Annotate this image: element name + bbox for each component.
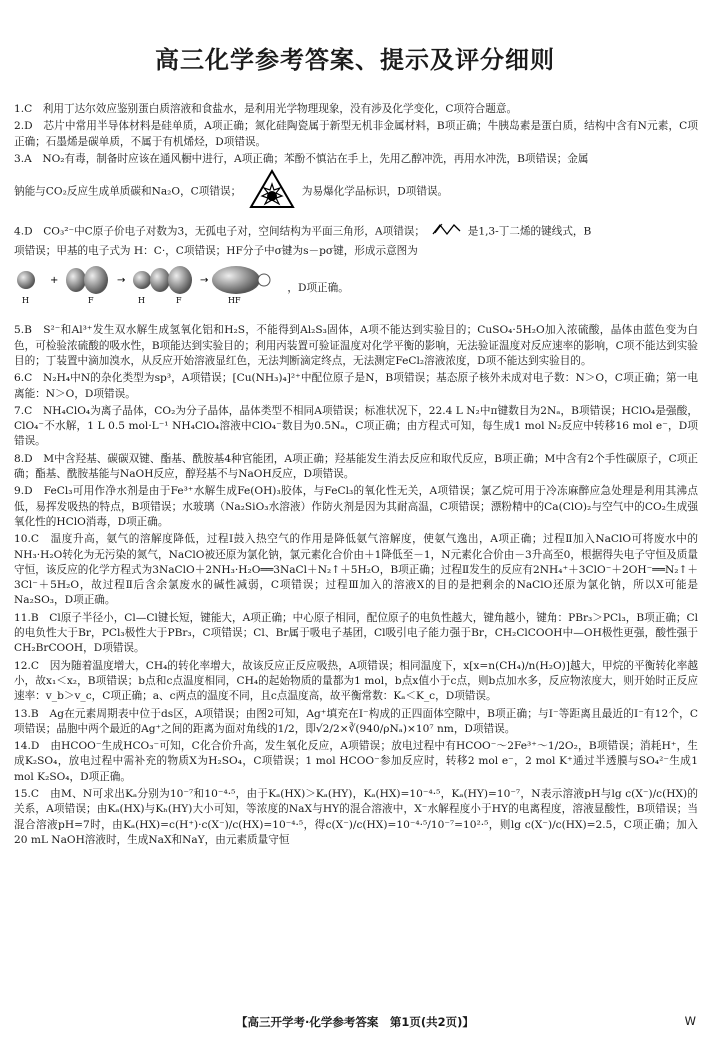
hf-label-f2: F (176, 296, 182, 306)
answer-item-15: 15.C 由M、N可求出Kₐ分别为10⁻⁷和10⁻⁴·⁵，由于Kₐ(HX)＞Kₐ(HY)，Kₐ(HX)=10⁻⁴·⁵，Kₐ(HY)=10⁻⁷，N表示溶液pH与lg c(X⁻)/c(HX)的关系，A项错误；由Kₐ(HX)与Kₕ(HY)大小可知，等浓度的NaX与HY的混合溶液中，X⁻水解程度小于HY的电离程度，溶液显酸性，B项错误；当混合溶液pH=7时，由Kₐ(HX)=c(H⁺)·c(X⁻)/c(HX)=10⁻⁴·⁵，得c(X⁻)/c(HX)=10⁻⁴·⁵/10⁻⁷=10²·⁵，则lg c(X⁻)/c(HX)=2.5，C项正确；加入20 mL NaOH溶液时，生成NaX和NaY，由元素质量守恒 (14, 787, 698, 846)
footer-mark: W (684, 1014, 696, 1028)
answer-item-3: 3.A NO₂有毒，制备时应该在通风橱中进行，A项正确；苯酚不慎沾在手上，先用乙醇冲洗，再用水冲洗，B项错误；金属 (14, 152, 589, 165)
answer-item-7: 7.C NH₄ClO₄为离子晶体，CO₂为分子晶体，晶体类型不相同A项错误；标准状况下，22.4 L N₂中π键数目为2Nₐ，B项错误；HClO₄是强酸，ClO₄⁻不水解，1 L 0.5 mol·L⁻¹ NH₄ClO₄溶液中ClO₄⁻数目为0.5Nₐ，C项正确；由方程式可知，每生成1 mol N₂反应中转移16 mol e⁻，D项错误。 (14, 404, 698, 448)
hf-orbital-figure (14, 264, 284, 311)
answer-item-13: 13.B Ag在元素周期表中位于ds区，A项错误；由图2可知，Ag⁺填充在I⁻构成的正四面体空隙中，B项正确；与I⁻等距离且最近的I⁻有12个，C项错误；晶胞中两个最近的Ag⁺之间的距离为面对角线的1/2，即√2/2×∛(940/ρNₐ)×10⁷ nm，D项错误。 (14, 707, 698, 735)
answer-item-4-end: ，D项正确。 (287, 282, 349, 295)
svg-text:→: → (117, 275, 126, 287)
answer-item-5: 5.B S²⁻和Al³⁺发生双水解生成氢氧化铝和H₂S，不能得到Al₂S₃固体，A项不能达到实验目的；CuSO₄·5H₂O加入浓硫酸，晶体由蓝色变为白色，可检验浓硫酸的吸水性，B项能达到实验目的；利用丙装置可验证温度对化学平衡的影响，无法验证温度对反应速率的影响，C项不能达到实验目的；丁装置中滴加溴水，从反应开始溶液显红色，无法判断滴定终点，无法测定FeCl₂溶液浓度，D项不能达到实验目的。 (14, 324, 698, 367)
explosive-hazard-icon (249, 169, 295, 214)
hf-label-h2: H (138, 296, 145, 306)
answer-item-1: 1.C 利用丁达尔效应鉴别蛋白质溶液和食盐水，是利用光学物理现象，没有涉及化学变化，C项符合题意。 (14, 103, 518, 115)
answer-item-2: 2.D 芯片中常用半导体材料是硅单质，A项正确；氮化硅陶瓷属于新型无机非金属材料，B项正确；牛胰岛素是蛋白质，结构中含有N元素，C项正确；石墨烯是碳单质，不属于有机烯烃，D项错误。 (14, 120, 698, 148)
svg-text:→: → (200, 275, 209, 287)
answer-item-14: 14.D 由HCOO⁻生成HCO₃⁻可知，C化合价升高，发生氧化反应，A项错误；放电过程中有HCOO⁻～2Fe³⁺～1/2O₂，B项错误；消耗H⁺，生成K₂SO₄，放电过程中需补充的物质X为H₂SO₄，C项错误；1 mol HCOO⁻参加反应时，转移2 mol e⁻，2 mol K⁺通过半透膜与SO₄²⁻生成1 mol K₂SO₄，D项正确。 (14, 740, 698, 783)
hf-label-f1: F (88, 296, 94, 306)
skeletal-formula-icon (431, 222, 461, 241)
answer-item-6: 6.C N₂H₄中N的杂化类型为sp³，A项错误；[Cu(NH₃)₄]²⁺中配位原子是N，B项错误；基态原子核外未成对电子数：N＞O，C项正确；第一电离能：N＞O，D项错误。 (14, 372, 698, 400)
hf-label-hf: HF (228, 296, 241, 306)
answer-item-4-text-a: 4.D CO₃²⁻中C原子价电子对数为3，无孤电子对，空间结构为平面三角形，A项错误； (14, 226, 425, 239)
answer-item-4-cont: 项错误；甲基的电子式为 H：C·，C项错误；HF分子中σ键为s－pσ键，形成示意图为 (14, 244, 418, 257)
svg-text:+: + (50, 275, 59, 287)
answer-content (14, 102, 698, 850)
page-footer: 【高三开学考·化学参考答案 第1页(共2页)】 (236, 1015, 474, 1029)
hf-label-h1: H (22, 296, 29, 306)
answer-item-8: 8.D M中含羟基、碳碳双键、酯基、酰胺基4种官能团，A项正确；羟基能发生消去反应和取代反应，B项正确；M中含有2个手性碳原子，C项正确；酯基、酰胺基能与NaOH反应，醇羟基不与NaOH反应，D项错误。 (14, 452, 698, 481)
answer-item-4 (14, 222, 698, 241)
answer-item-10: 10.C 温度升高，氨气的溶解度降低，过程Ⅰ鼓入热空气的作用是降低氨气溶解度，使氨气逸出，A项正确；过程Ⅱ加入NaClO可将废水中的NH₃·H₂O转化为无污染的氮气，NaClO被还原为氯化钠，氯元素化合价由＋1降低至－1，N元素化合价由－3升高至0，根据得失电子守恒及质量守恒，该反应的化学方程式为3NaClO＋2NH₃·H₂O══3NaCl＋N₂↑＋5H₂O，B项正确；过程Ⅱ发生的反应有2NH₄⁺＋3ClO⁻＋2OH⁻══N₂↑＋3Cl⁻＋5H₂O，故过程Ⅱ后含余氯废水的碱性减弱，C项错误；过程Ⅲ加入的溶液X的目的是把剩余的NaClO还原为氯化钠，所以X可能是Na₂SO₃，D项正确。 (14, 533, 698, 607)
answer-item-12: 12.C 因为随着温度增大，CH₄的转化率增大，故该反应正反应吸热，A项错误；相同温度下，x[x=n(CH₄)/n(H₂O)]越大，甲烷的平衡转化率越小，故x₁＜x₂，B项错误；b点和c点温度相同，CH₄的起始物质的量都为1 mol，b点x值小于c点，则b点加水多，反应物浓度大，则开始时正反应速率：v_b＞v_c，C项正确；a、c两点的温度不同，且c点温度高，故平衡常数：Kₐ＜K_c，D项错误。 (14, 659, 698, 703)
answer-item-3-cont (14, 169, 698, 214)
answer-item-11: 11.B Cl原子半径小，Cl—Cl键长短，键能大，A项正确；中心原子相同，配位原子的电负性越大，键角越小，键角：PBr₃＞PCl₃，B项正确；Cl的电负性大于Br，PCl₃极性大于PBr₃，C项错误；Cl、Br属于吸电子基团，Cl吸引电子能力强于Br，CH₂ClCOOH中—OH极性更强，酸性强于CH₂BrCOOH，D项错误。 (14, 611, 699, 655)
page-title: 高三化学参考答案、提示及评分细则 (155, 46, 555, 74)
answer-item-3-text-b: 为易爆化学品标识，D项错误。 (301, 185, 449, 198)
answer-item-3-text-a: 钠能与CO₂反应生成单质碳和Na₂O，C项错误； (14, 185, 242, 198)
answer-item-4-figure (14, 261, 698, 315)
answer-item-9: 9.D FeCl₃可用作净水剂是由于Fe³⁺水解生成Fe(OH)₃胶体，与FeCl₃的氧化性无关，A项错误；氯乙烷可用于冷冻麻醉应急处理是利用其沸点低，易挥发吸热的特点，B项错误；水玻璃（Na₂SiO₃水溶液）作防火剂是因为其耐高温，C项错误；漂粉精中的Ca(ClO)₂与空气中的CO₂生成强氧化性的HClO消毒，D项正确。 (14, 485, 698, 528)
answer-item-4-text-b: 是1,3-丁二烯的键线式，B (467, 226, 592, 239)
